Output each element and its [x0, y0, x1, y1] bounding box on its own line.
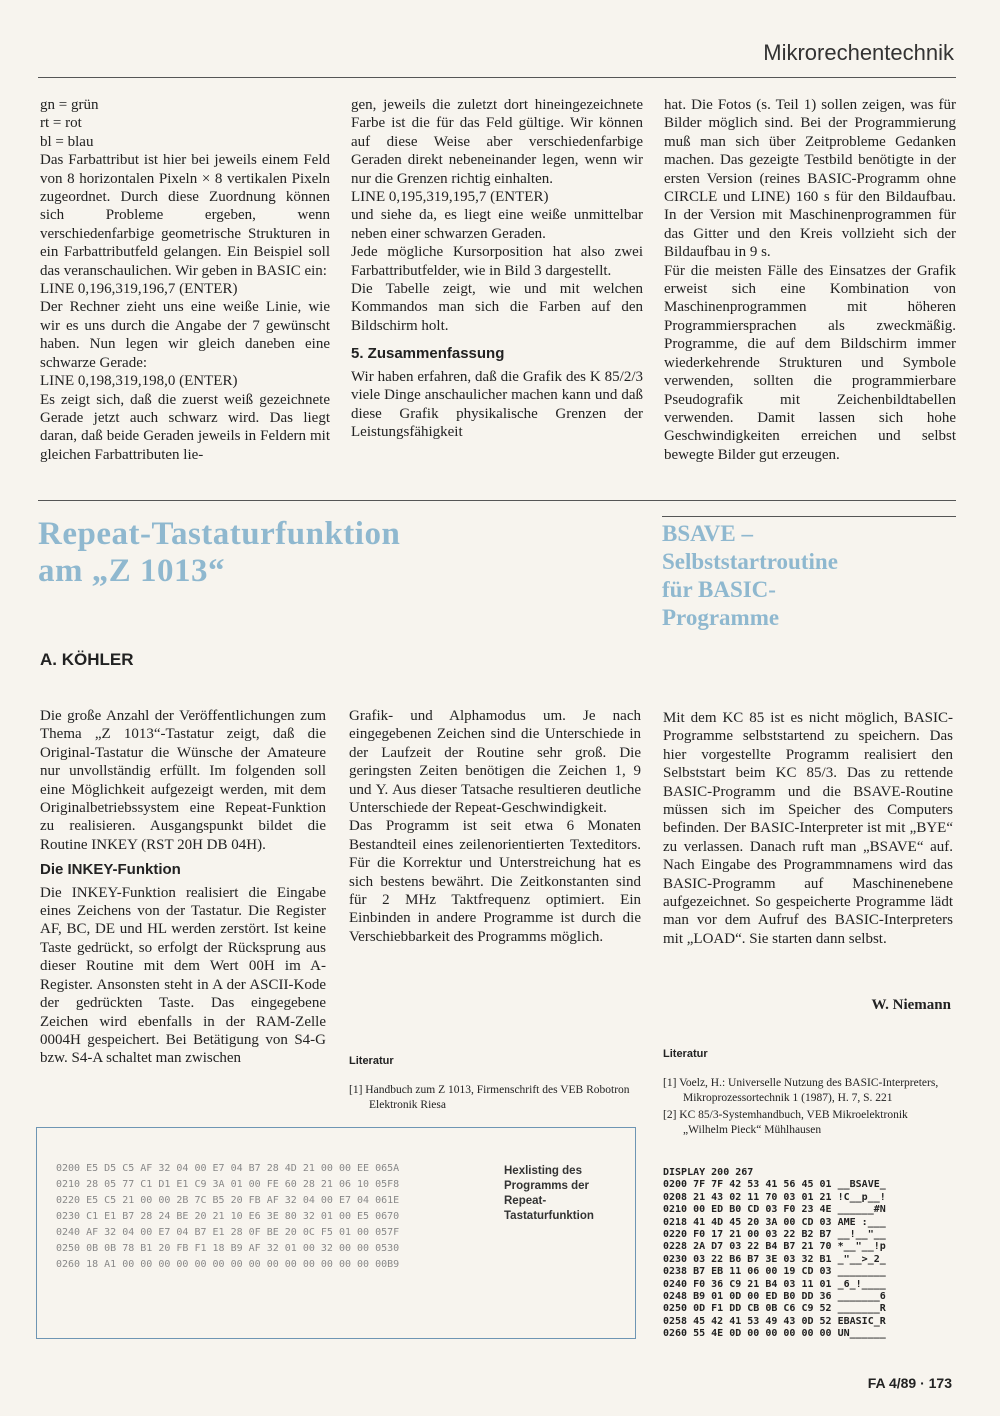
hex-listing-caption: Hexlisting des Programms der Repeat-Tastaturfunktion	[504, 1165, 594, 1222]
display-row: DISPLAY 200 267	[663, 1167, 754, 1178]
paragraph: Für die meisten Fälle des Einsatzes der Grafik erweist sich eine Kombination von Maschinenprogrammen mit höheren Programmiersprachen als zweckmäßig. Programme, die auf dem Bildschirm immer wiederkehrende Strukturen und Symbole verwenden, sollten die programmierbare Pseudografik mit Zeichenbildtabellen verwenden. Damit lassen sich hohe Geschwindigkeiten erreichen und selbst bewegte Bilder gut erzeugen.	[664, 262, 956, 463]
article2-body	[663, 709, 953, 948]
article-author: A. KÖHLER	[40, 650, 134, 669]
article2-title-line: Programme	[662, 605, 780, 630]
hex-listing	[56, 1161, 399, 1273]
literature-item: [2] KC 85/3-Systemhandbuch, VEB Mikroelektronik „Wilhelm Pieck“ Mühlhausen	[663, 1109, 908, 1136]
paragraph: und siehe da, es liegt eine weiße unmittelbar neben einer schwarzen Geraden.	[351, 207, 643, 242]
paragraph: rt = rot	[40, 115, 82, 132]
section-divider	[38, 500, 956, 501]
section-heading: Die INKEY-Funktion	[40, 861, 181, 879]
top-column-1	[40, 96, 330, 464]
paragraph: Mit dem KC 85 ist es nicht möglich, BASIC-Programme selbststartend zu speichern. Das hier vorgestellte Programm realisiert den Selbststart beim KC 85/3. Das zu rettende BASIC-Programm und die BSAVE-Routine müssen sich im Speicher des Computers befinden. Der BASIC-Interpreter ist mit „BYE“ zu verlassen. Danach ruft man „BSAVE“ auf. Nach Eingabe des Programmnamens wird das BASIC-Programm auf Maschinenebene aufgezeichnet. So gespeicherte Programme lädt man vor dem Aufruf des BASIC-Interpreters mit „LOAD“. Sie starten dann selbst.	[663, 710, 953, 947]
paragraph: Wir haben erfahren, daß die Grafik des K 85/2/3 viele Dinge anschaulicher machen kann und daß diese Grafik physikalische Grenzen der Leistungsfähigkeit	[351, 368, 643, 440]
section-heading: 5. Zusammenfassung	[351, 345, 505, 363]
paragraph: Der Rechner zieht uns eine weiße Linie, wie wir es uns durch die Angabe der 7 gewünscht haben. Nun legen wir gleich daneben eine schwarze Gerade:	[40, 299, 330, 371]
literature-list	[349, 1083, 641, 1115]
paragraph: Die INKEY-Funktion realisiert die Eingabe eines Zeichens von der Tastatur. Die Register AF, BC, DE und HL werden zerstört. Ist keine Taste gedrückt, so erfolgt der Rücksprung aus dieser Routine mit dem Wert 00H im A-Register. Ansonsten steht in A der ASCII-Kode der gedrückten Taste. Das eingegebene Zeichen wird ebenfalls in der RAM-Zelle 0004H gespeichert. Bei Betätigung von S4-G bzw. S4-A schaltet man zwischen	[40, 884, 326, 1067]
hex-row: 0250 0B 0B 78 B1 20 FB F1 18 B9 AF 32 01 00 32 00 00 0530	[56, 1243, 400, 1254]
paragraph: LINE 0,198,319,198,0 (ENTER)	[40, 373, 238, 390]
display-row: 0260 55 4E 0D 00 00 00 00 00 UN______	[663, 1328, 886, 1340]
hex-row: 0200 E5 D5 C5 AF 32 04 00 E7 04 B7 28 4D 21 00 00 EE 065A	[56, 1163, 400, 1174]
display-row: 0248 B9 01 0D 00 ED B0 DD 36 _______6	[663, 1291, 886, 1303]
article1-column-1	[40, 707, 326, 1068]
paragraph: Das Farbattribut ist hier bei jeweils einem Feld von 8 horizontalen Pixeln × 8 vertikalen Pixeln zugeordnet. Durch diese Zuordnung können sich Probleme ergeben, wenn verschiedenfarbige geometrische Strukturen in ein Farbattributfeld gelangen. Ein Beispiel soll das veranschaulichen. Wir geben in BASIC ein:	[40, 152, 330, 279]
article-title-line: Repeat-Tastaturfunktion	[38, 516, 401, 552]
display-row: 0258 45 42 41 53 49 43 0D 52 EBASIC_R	[663, 1315, 886, 1327]
article-title	[38, 516, 638, 590]
display-row: 0238 B7 EB 11 06 00 19 CD 03 ________	[663, 1266, 886, 1278]
top-column-2	[351, 96, 643, 441]
paragraph: Das Programm ist seit etwa 6 Monaten Bestandteil eines zeilenorientierten Texteditors. Für die Korrektur und Unterstreichung hat es sich bestens bewährt. Die Zeitkonstanten sind für 2 MHz Taktfrequenz optimiert. Ein Einbinden in andere Programme ist durch die Verschiebbarkeit des Programms möglich.	[349, 818, 641, 945]
article2-signature: W. Niemann	[871, 997, 951, 1013]
hex-row: 0240 AF 32 04 00 E7 04 B7 E1 28 0F BE 20 0C F5 01 00 057F	[56, 1227, 400, 1238]
display-listing	[663, 1167, 886, 1341]
paragraph: LINE 0,196,319,196,7 (ENTER)	[40, 281, 238, 298]
display-row: 0230 03 22 B6 B7 3E 03 32 B1 _"__>_2_	[663, 1253, 886, 1265]
paragraph: Jede mögliche Kursorposition hat also zwei Farbattributfelder, wie in Bild 3 dargestellt.	[351, 244, 643, 279]
literature-item: [1] Voelz, H.: Universelle Nutzung des BASIC-Interpreters, Mikroprozessortechnik 1 (1987), H. 7, S. 221	[663, 1077, 939, 1104]
display-row: 0240 F0 36 C9 21 B4 03 11 01 _6_!____	[663, 1278, 886, 1290]
article1-column-2	[349, 707, 641, 946]
literature-list	[663, 1076, 953, 1140]
display-row: 0200 7F 7F 42 53 41 56 45 01 __BSAVE_	[663, 1179, 886, 1191]
display-row: 0220 F0 17 21 00 03 22 B2 B7 __!__"__	[663, 1229, 886, 1241]
article2-title-line: BSAVE –	[662, 521, 753, 546]
top-column-3	[664, 96, 956, 464]
paragraph: hat. Die Fotos (s. Teil 1) sollen zeigen, was für Bilder möglich sind. Bei der Programmierung muß man sich über Zeitprobleme Gedanken machen. Das gezeigte Testbild benötigte in der ersten Version (reines BASIC-Programm ohne CIRCLE und LINE) 160 s für den Bildaufbau. In der Version mit Maschinenprogrammen für das Gitter und den Kreis vollzieht sich der Bildaufbau in 9 s.	[664, 97, 956, 261]
hex-row: 0260 18 A1 00 00 00 00 00 00 00 00 00 00 00 00 00 00 00B9	[56, 1259, 400, 1270]
paragraph: gn = grün	[40, 97, 99, 113]
display-row: 0250 0D F1 DD CB 0B C6 C9 52 _______R	[663, 1303, 886, 1315]
literature-item: [1] Handbuch zum Z 1013, Firmenschrift des VEB Robotron Elektronik Riesa	[349, 1084, 630, 1111]
literature-heading: Literatur	[663, 1048, 708, 1060]
paragraph: bl = blau	[40, 133, 94, 150]
paragraph: Die Tabelle zeigt, wie und mit welchen Kommandos man sich die Farben auf den Bildschirm holt.	[351, 281, 643, 334]
display-row: 0228 2A D7 03 22 B4 B7 21 70 *__"__!p	[663, 1241, 886, 1253]
hex-row: 0220 E5 C5 21 00 00 2B 7C B5 20 FB AF 32 04 00 E7 04 061E	[56, 1195, 400, 1206]
paragraph: Es zeigt sich, daß die zuerst weiß gezeichnete Gerade jetzt auch schwarz wird. Das liegt daran, daß beide Geraden jeweils in Feldern mit gleichen Farbattributen lie-	[40, 391, 330, 463]
header-rule	[38, 77, 956, 78]
article2-title-line: Selbststartroutine	[662, 549, 838, 574]
article2-title	[662, 520, 956, 632]
paragraph: Die große Anzahl der Veröffentlichungen zum Thema „Z 1013“-Tastatur zeigt, daß die Original-Tastatur die Wünsche der Amateure nur unvollständig erfüllt. Im folgenden soll eine Möglichkeit aufgezeigt werden, mit dem Originalbetriebssystem eine Repeat-Funktion zu realisieren. Ausgangspunkt bildet die Routine INKEY (RST 20H DB 04H).	[40, 708, 326, 853]
display-row: 0208 21 43 02 11 70 03 01 21 !C__p__!	[663, 1191, 886, 1203]
article-title-line: am „Z 1013“	[38, 553, 225, 589]
paragraph: gen, jeweils die zuletzt dort hineingezeichnete Farbe ist die für das Feld gültige. Wir können auf diese Weise aber verschiedenfarbige Geraden direkt nebeneinander legen, wenn wir nur die Grenzen richtig einhalten.	[351, 97, 643, 187]
hex-listing-box	[36, 1127, 636, 1339]
paragraph: Grafik- und Alphamodus um. Je nach eingegebenen Zeichen sind die Unterschiede in der Laufzeit der Routine sehr groß. Die geringsten Zeiten benötigen die Zeichen 1, 9 und Y. Aus dieser Tatsache resultieren deutliche Unterschiede der Repeat-Geschwindigkeit.	[349, 708, 641, 817]
hex-row: 0230 C1 E1 B7 28 24 BE 20 21 10 E6 3E 80 32 01 00 E5 0670	[56, 1211, 400, 1222]
page-footer: FA 4/89 · 173	[867, 1375, 952, 1391]
literature-heading: Literatur	[349, 1055, 394, 1067]
article2-title-line: für BASIC-	[662, 577, 776, 602]
display-row: 0210 00 ED B0 CD 03 F0 23 4E ______#N	[663, 1204, 886, 1216]
hex-row: 0210 28 05 77 C1 D1 E1 C9 3A 01 00 FE 60 28 21 06 10 05F8	[56, 1179, 400, 1190]
section-title: Mikrorechentechnik	[763, 40, 954, 65]
display-row: 0218 41 4D 45 20 3A 00 CD 03 AME :___	[663, 1216, 886, 1228]
paragraph: LINE 0,195,319,195,7 (ENTER)	[351, 189, 549, 206]
article2-top-rule	[662, 516, 956, 517]
